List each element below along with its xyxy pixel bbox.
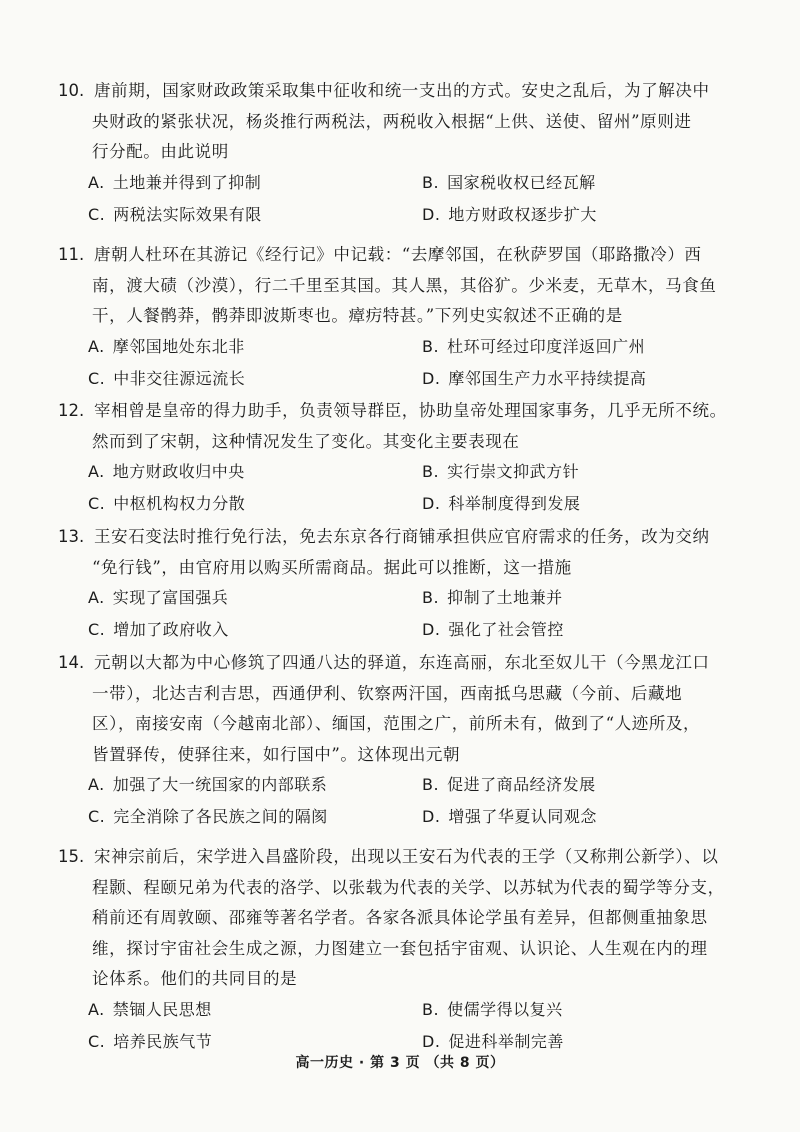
option-text: 完全消除了各民族之间的隔阂 xyxy=(113,807,328,826)
options xyxy=(88,583,770,647)
option-text: 摩邻国生产力水平持续提高 xyxy=(448,368,647,388)
question-stem xyxy=(94,842,770,995)
option-b[interactable] xyxy=(422,583,563,613)
option-d[interactable] xyxy=(422,615,564,645)
option-text: 促进科举制完善 xyxy=(448,1031,564,1051)
question-number: 10. xyxy=(58,81,85,100)
option-label: C. xyxy=(88,807,106,826)
option-label: B. xyxy=(422,462,440,481)
question-stem xyxy=(94,396,770,457)
option-b[interactable] xyxy=(422,168,596,198)
stem-line: 元朝以大都为中心修筑了四通八达的驿道，东连高丽，东北至奴儿干（今黑龙江口 xyxy=(94,653,710,672)
options xyxy=(88,457,770,521)
option-label: D. xyxy=(422,620,441,639)
option-text: 地方财政收归中央 xyxy=(112,462,245,481)
stem-line: 干，人餐鹘莽，鹘莽即波斯枣也。瘴疠特甚。”下列史实叙述不正确的是 xyxy=(92,306,623,325)
question-stem xyxy=(94,648,770,770)
option-d[interactable] xyxy=(422,200,597,230)
option-text: 实行崇文抑武方针 xyxy=(447,462,580,481)
option-b[interactable] xyxy=(422,770,596,800)
option-c[interactable] xyxy=(88,200,262,230)
option-text: 加强了大一统国家的内部联系 xyxy=(112,775,328,794)
option-label: B. xyxy=(422,999,440,1019)
stem-line: 唐前期，国家财政政策采取集中征收和统一支出的方式。安史之乱后，为了解决中 xyxy=(94,81,710,100)
option-label: B. xyxy=(422,775,440,794)
stem-line: 然而到了宋朝，这种情况发生了变化。其变化主要表现在 xyxy=(92,431,520,451)
question-12 xyxy=(58,396,770,521)
option-text: 中枢机构权力分散 xyxy=(113,494,246,513)
option-label: C. xyxy=(88,620,106,639)
option-text: 促进了商品经济发展 xyxy=(447,775,596,794)
question-10 xyxy=(58,76,770,232)
question-number: 12. xyxy=(58,401,85,420)
option-text: 抑制了土地兼并 xyxy=(447,588,563,607)
option-text: 实现了富国强兵 xyxy=(112,588,229,607)
option-text: 培养民族气节 xyxy=(113,1031,213,1051)
option-text: 使儒学得以复兴 xyxy=(447,999,563,1019)
option-b[interactable] xyxy=(422,995,563,1025)
option-label: A. xyxy=(88,172,105,192)
option-label: C. xyxy=(88,204,106,224)
option-text: 土地兼并得到了抑制 xyxy=(112,172,262,192)
option-text: 地方财政权逐步扩大 xyxy=(448,204,597,224)
stem-line: 宋神宗前后，宋学进入昌盛阶段，出现以王安石为代表的王学（又称荆公新学）、以 xyxy=(94,847,719,866)
option-label: B. xyxy=(422,336,440,356)
question-number: 15. xyxy=(58,847,85,866)
option-label: D. xyxy=(422,1031,441,1051)
question-13 xyxy=(58,522,770,647)
question-number: 13. xyxy=(58,527,85,546)
stem-line: 区），南接安南（今越南北部）、缅国，范围之广，前所未有，做到了“人迹所及， xyxy=(92,714,701,733)
option-label: D. xyxy=(422,204,441,224)
option-d[interactable] xyxy=(422,489,580,519)
option-b[interactable] xyxy=(422,332,645,362)
stem-line: “免行钱”，由官府用以购买所需商品。据此可以推断，这一措施 xyxy=(92,557,572,577)
question-number: 14. xyxy=(58,653,85,672)
option-text: 增加了政府收入 xyxy=(113,620,229,639)
option-text: 杜环可经过印度洋返回广州 xyxy=(447,336,646,356)
stem-line: 稍前还有周敦颐、邵雍等著名学者。各家各派具体论学虽有差异，但都侧重抽象思 xyxy=(92,908,708,927)
stem-line: 皆置驿传，使驿往来，如行国中”。这体现出元朝 xyxy=(92,744,461,764)
option-text: 中非交往源远流长 xyxy=(113,368,246,388)
option-c[interactable] xyxy=(88,615,229,645)
option-text: 两税法实际效果有限 xyxy=(113,204,262,224)
option-text: 禁锢人民思想 xyxy=(112,999,212,1019)
option-d[interactable] xyxy=(422,802,597,832)
question-15 xyxy=(58,842,770,1059)
option-label: C. xyxy=(88,1031,106,1051)
option-a[interactable] xyxy=(88,457,245,487)
page-footer: 高一历史 · 第 3 页 （共 8 页） xyxy=(295,1055,505,1071)
stem-line: 程颢、程颐兄弟为代表的洛学、以张载为代表的关学、以苏轼为代表的蜀学等分支， xyxy=(92,877,725,897)
option-label: A. xyxy=(88,588,105,607)
question-stem xyxy=(94,76,770,168)
option-a[interactable] xyxy=(88,770,327,800)
option-label: A. xyxy=(88,775,105,794)
option-a[interactable] xyxy=(88,168,261,198)
options xyxy=(88,332,770,396)
stem-line: 央财政的紧张状况，杨炎推行两税法，两税收入根据“上供、送使、留州”原则进 xyxy=(92,111,692,131)
option-text: 强化了社会管控 xyxy=(448,620,564,639)
stem-line: 唐朝人杜环在其游记《经行记》中记载：“去摩邻国，在秋萨罗国（耶路撒冷）西 xyxy=(94,245,702,264)
option-label: D. xyxy=(422,807,441,826)
option-c[interactable] xyxy=(88,802,328,832)
option-c[interactable] xyxy=(88,489,245,519)
option-label: C. xyxy=(88,368,106,388)
question-14 xyxy=(58,648,770,834)
stem-line: 一带），北达吉利吉思，西通伊利、钦察两汗国，西南抵乌思藏（今前、后藏地 xyxy=(92,683,683,703)
option-label: C. xyxy=(88,494,106,513)
question-number: 11. xyxy=(58,245,85,264)
stem-line: 维，探讨宇宙社会生成之源，力图建立一套包括宇宙观、认识论、人生观在内的理 xyxy=(92,938,708,958)
option-c[interactable] xyxy=(88,364,245,394)
option-text: 摩邻国地处东北非 xyxy=(112,336,245,356)
question-stem xyxy=(94,522,770,583)
option-a[interactable] xyxy=(88,995,212,1025)
options xyxy=(88,770,770,834)
option-label: B. xyxy=(422,172,440,192)
option-a[interactable] xyxy=(88,583,228,613)
option-text: 国家税收权已经瓦解 xyxy=(447,172,596,192)
question-stem xyxy=(94,240,770,332)
option-d[interactable] xyxy=(422,364,646,394)
stem-line: 宰相曾是皇帝的得力助手，负责领导群臣，协助皇帝处理国家事务，几乎无所不统。 xyxy=(94,401,727,420)
option-label: B. xyxy=(422,588,440,607)
options xyxy=(88,168,770,232)
options xyxy=(88,995,770,1059)
stem-line: 论体系。他们的共同目的是 xyxy=(92,969,298,988)
option-label: A. xyxy=(88,999,105,1019)
option-label: D. xyxy=(422,494,441,513)
option-label: D. xyxy=(422,368,441,388)
option-label: A. xyxy=(88,462,105,481)
option-text: 增强了华夏认同观念 xyxy=(448,807,597,826)
option-label: A. xyxy=(88,336,105,356)
stem-line: 南，渡大碛（沙漠），行二千里至其国。其人黑，其俗犷。少米麦，无草木，马食鱼 xyxy=(92,275,717,295)
stem-line: 王安石变法时推行免行法，免去东京各行商铺承担供应官府需求的任务，改为交纳 xyxy=(94,527,710,546)
stem-line: 行分配。由此说明 xyxy=(92,142,229,161)
question-11 xyxy=(58,240,770,396)
option-text: 科举制度得到发展 xyxy=(448,494,581,513)
option-a[interactable] xyxy=(88,332,245,362)
option-b[interactable] xyxy=(422,457,579,487)
